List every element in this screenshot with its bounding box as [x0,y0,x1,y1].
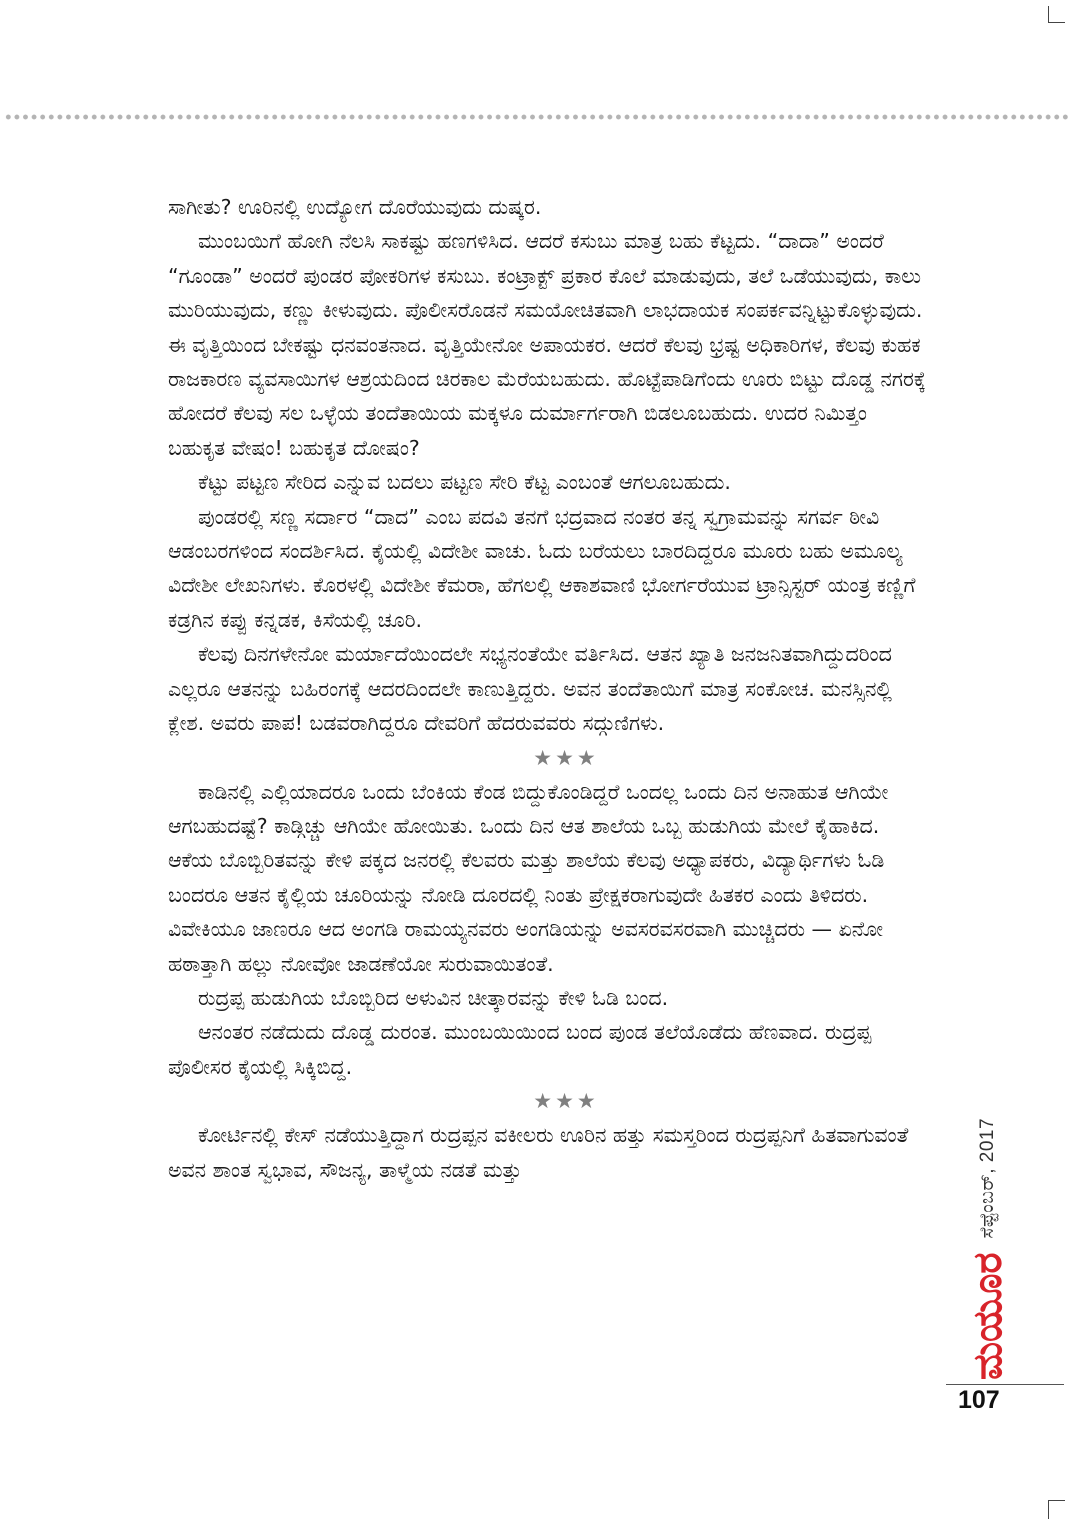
crop-mark-bottom [1048,1500,1065,1519]
paragraph: ಆನಂತರ ನಡೆದುದು ದೊಡ್ಡ ದುರಂತ. ಮುಂಬಯಿಯಿಂದ ಬಂದ ಪುಂಡ ತಲೆಯೊಡೆದು ಹೆಣವಾದ. ರುದ್ರಪ್ಪ ಪೊಲೀಸರ ಕೈಯಲ್ಲಿ ಸಿಕ್ಕಿಬಿದ್ದ. [168,1020,872,1079]
magazine-masthead [958,1090,1018,1380]
dotted-header-rule [4,114,1068,120]
crop-mark-top [1048,6,1065,23]
paragraph: ರುದ್ರಪ್ಪ ಹುಡುಗಿಯ ಬೊಬ್ಬಿರಿದ ಅಳುವಿನ ಚೀತ್ಕಾರವನ್ನು ಕೇಳಿ ಓಡಿ ಬಂದ. [198,985,669,1010]
issue-date: ಸೆಪ್ಟೆಂಬರ್, 2017 [977,1117,998,1239]
article-body [168,190,928,1187]
paragraph: ಕೆಲವು ದಿನಗಳೇನೋ ಮರ್ಯಾದೆಯಿಂದಲೇ ಸಭ್ಯನಂತೆಯೇ ವರ್ತಿಸಿದ. ಆತನ ಖ್ಯಾತಿ ಜನಜನಿತವಾಗಿದ್ದುದರಿಂದ ಎಲ್ಲರೂ ಆತನನ್ನು ಬಹಿರಂಗಕ್ಕೆ ಆದರದಿಂದಲೇ ಕಾಣುತ್ತಿದ್ದರು. ಅವನ ತಂದೆತಾಯಿಗೆ ಮಾತ್ರ ಸಂಕೋಚ. ಮನಸ್ಸಿನಲ್ಲಿ ಕ್ಲೇಶ. ಅವರು ಪಾಪ! ಬಡವರಾಗಿದ್ದರೂ ದೇವರಿಗೆ ಹೆದರುವವರು ಸದ್ಗುಣಿಗಳು. [168,642,892,736]
paragraph: ಕೋರ್ಟಿನಲ್ಲಿ ಕೇಸ್ ನಡೆಯುತ್ತಿದ್ದಾಗ ರುದ್ರಪ್ಪನ ವಕೀಲರು ಊರಿನ ಹತ್ತು ಸಮಸ್ತರಿಂದ ರುದ್ರಪ್ಪನಿಗೆ ಹಿತವಾಗುವಂತೆ ಅವನ ಶಾಂತ ಸ್ವಭಾವ, ಸೌಜನ್ಯ, ತಾಳ್ಮೆಯ ನಡತೆ ಮತ್ತು [168,1123,909,1182]
section-break-stars: ★★★ [533,745,599,770]
paragraph: ಕೆಟ್ಟು ಪಟ್ಟಣ ಸೇರಿದ ಎನ್ನುವ ಬದಲು ಪಟ್ಟಣ ಸೇರಿ ಕೆಟ್ಟ ಎಂಬಂತೆ ಆಗಲೂಬಹುದು. [198,470,731,495]
section-break-stars: ★★★ [533,1089,599,1114]
paragraph: ಮುಂಬಯಿಗೆ ಹೋಗಿ ನೆಲಸಿ ಸಾಕಷ್ಟು ಹಣಗಳಿಸಿದ. ಆದರೆ ಕಸುಬು ಮಾತ್ರ ಬಹು ಕೆಟ್ಟದು. “ದಾದಾ” ಅಂದರೆ “ಗೂಂಡಾ” ಅಂದರೆ ಪುಂಡರ ಪೋಕರಿಗಳ ಕಸುಬು. ಕಂಟ್ರಾಕ್ಟ್ ಪ್ರಕಾರ ಕೊಲೆ ಮಾಡುವುದು, ತಲೆ ಒಡೆಯುವುದು, ಕಾಲು ಮುರಿಯುವುದು, ಕಣ್ಣು ಕೀಳುವುದು. ಪೊಲೀಸರೊಡನೆ ಸಮಯೋಚಿತವಾಗಿ ಲಾಭದಾಯಕ ಸಂಪರ್ಕವನ್ನಿಟ್ಟುಕೊಳ್ಳುವುದು. ಈ ವೃತ್ತಿಯಿಂದ ಬೇಕಷ್ಟು ಧನವಂತನಾದ. ವೃತ್ತಿಯೇನೋ ಅಪಾಯಕರ. ಆದರೆ ಕೆಲವು ಭ್ರಷ್ಟ ಅಧಿಕಾರಿಗಳ, ಕೆಲವು ಕುಹಕ ರಾಜಕಾರಣ ವ್ಯವಸಾಯಿಗಳ ಆಶ್ರಯದಿಂದ ಚಿರಕಾಲ ಮೆರೆಯಬಹುದು. ಹೊಟ್ಟೆಪಾಡಿಗೆಂದು ಊರು ಬಿಟ್ಟು ದೊಡ್ಡ ನಗರಕ್ಕೆ ಹೋದರೆ ಕೆಲವು ಸಲ ಒಳ್ಳೆಯ ತಂದೆತಾಯಿಯ ಮಕ್ಕಳೂ ದುರ್ಮಾರ್ಗರಾಗಿ ಬಿಡಲೂಬಹುದು. ಉದರ ನಿಮಿತ್ತಂ ಬಹುಕೃತ ವೇಷಂ! ಬಹುಕೃತ ದೋಷಂ? [168,229,926,460]
paragraph: ಸಾಗೀತು? ಊರಿನಲ್ಲಿ ಉದ್ಯೋಗ ದೊರೆಯುವುದು ದುಷ್ಕರ. [168,195,542,219]
paragraph: ಕಾಡಿನಲ್ಲಿ ಎಲ್ಲಿಯಾದರೂ ಒಂದು ಬೆಂಕಿಯ ಕೆಂಡ ಬಿದ್ದುಕೊಂಡಿದ್ದರೆ ಒಂದಲ್ಲ ಒಂದು ದಿನ ಅನಾಹುತ ಆಗಿಯೇ ಆಗಬಹುದಷ್ಟೆ? ಕಾಡ್ಗಿಚ್ಚು ಆಗಿಯೇ ಹೋಯಿತು. ಒಂದು ದಿನ ಆತ ಶಾಲೆಯ ಒಬ್ಬ ಹುಡುಗಿಯ ಮೇಲೆ ಕೈಹಾಕಿದ. ಆಕೆಯ ಬೊಬ್ಬಿರಿತವನ್ನು ಕೇಳಿ ಪಕ್ಕದ ಜನರಲ್ಲಿ ಕೆಲವರು ಮತ್ತು ಶಾಲೆಯ ಕೆಲವು ಅಧ್ಯಾಪಕರು, ವಿದ್ಯಾರ್ಥಿಗಳು ಓಡಿ ಬಂದರೂ ಆತನ ಕೈಲ್ಲಿಯ ಚೂರಿಯನ್ನು ನೋಡಿ ದೂರದಲ್ಲಿ ನಿಂತು ಪ್ರೇಕ್ಷಕರಾಗುವುದೇ ಹಿತಕರ ಎಂದು ತಿಳಿದರು. ವಿವೇಕಿಯೂ ಜಾಣರೂ ಆದ ಅಂಗಡಿ ರಾಮಯ್ಯನವರು ಅಂಗಡಿಯನ್ನು ಅವಸರವಸರವಾಗಿ ಮುಚ್ಚಿದರು — ಏನೋ ಹಠಾತ್ತಾಗಿ ಹಲ್ಲು ನೋವೋ ಜಾಡಣೆಯೋ ಸುರುವಾಯಿತಂತೆ. [168,779,889,976]
page-number: 107 [958,1386,1000,1414]
paragraph: ಪುಂಡರಲ್ಲಿ ಸಣ್ಣ ಸರ್ದಾರ “ದಾದ” ಎಂಬ ಪದವಿ ತನಗೆ ಭದ್ರವಾದ ನಂತರ ತನ್ನ ಸ್ವಗ್ರಾಮವನ್ನು ಸಗರ್ವ ಠೀವಿ ಆಡಂಬರಗಳಿಂದ ಸಂದರ್ಶಿಸಿದ. ಕೈಯಲ್ಲಿ ವಿದೇಶೀ ವಾಚು. ಓದು ಬರೆಯಲು ಬಾರದಿದ್ದರೂ ಮೂರು ಬಹು ಅಮೂಲ್ಯ ವಿದೇಶೀ ಲೇಖನಿಗಳು. ಕೊರಳಲ್ಲಿ ವಿದೇಶೀ ಕೆಮರಾ, ಹೆಗಲಲ್ಲಿ ಆಕಾಶವಾಣಿ ಭೋರ್ಗರೆಯುವ ಟ್ರಾನ್ಸಿಸ್ಟರ್ ಯಂತ್ರ ಕಣ್ಣಿಗೆ ಕಡ್ರಗಿನ ಕಪ್ಪು ಕನ್ನಡಕ, ಕಿಸೆಯಲ್ಲಿ ಚೂರಿ. [168,504,916,632]
magazine-logo: ಮಯೂರ [965,1252,1011,1380]
page-number-rule [946,1384,1064,1385]
